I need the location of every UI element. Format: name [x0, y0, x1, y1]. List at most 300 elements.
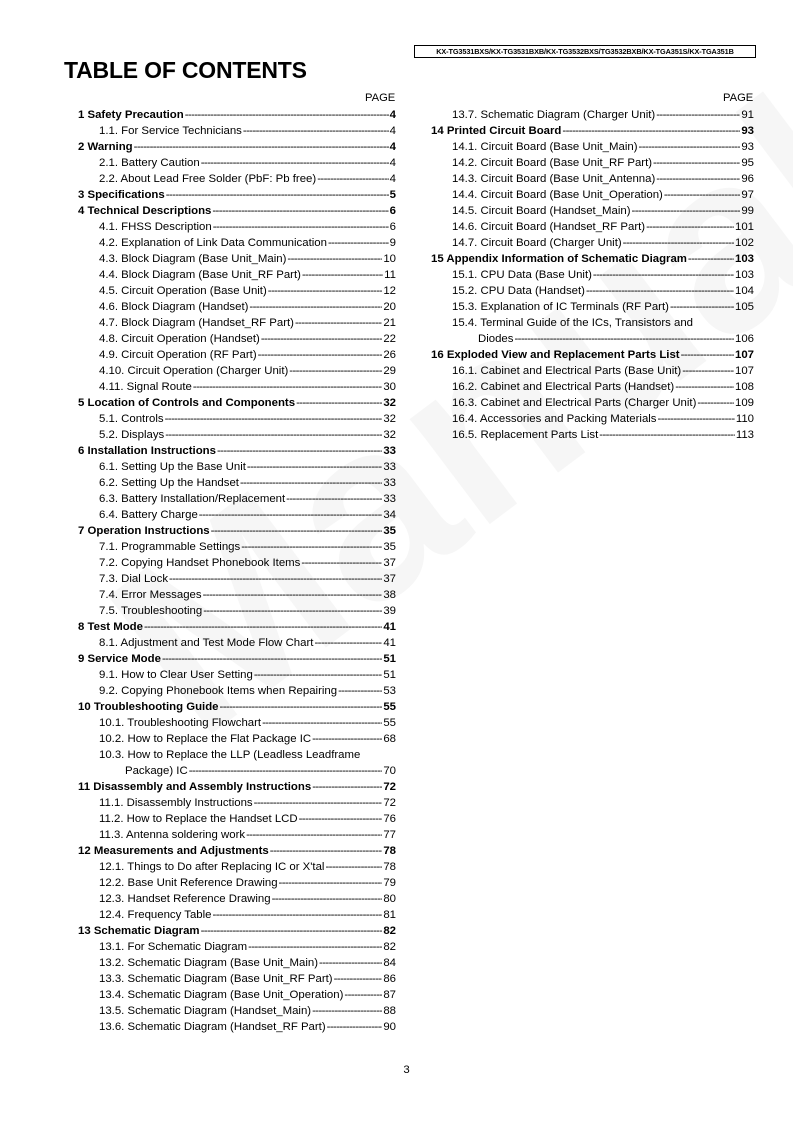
toc-entry[interactable]: [74, 171, 396, 187]
toc-entry[interactable]: [427, 299, 754, 315]
toc-entry-label: 6.2. Setting Up the Handset: [99, 477, 239, 489]
toc-entry-page: 95: [741, 157, 754, 169]
dot-leader: [247, 459, 382, 475]
toc-entry[interactable]: [74, 923, 396, 939]
toc-entry-page: 110: [735, 413, 754, 425]
toc-entry-page: 72: [383, 781, 396, 793]
toc-entry-label: 1 Safety Precaution: [78, 109, 184, 121]
dot-leader: [646, 219, 734, 235]
toc-entry-label: 5 Location of Controls and Components: [78, 397, 296, 409]
toc-entry-page: 4: [389, 141, 396, 153]
toc-entry-page: 4: [389, 109, 396, 121]
toc-entry-page: 103: [734, 269, 754, 281]
toc-entry-label: 7.4. Error Messages: [99, 589, 202, 601]
toc-entry-label: 6.3. Battery Installation/Replacement: [99, 493, 286, 505]
dot-leader: [193, 379, 382, 395]
toc-entry[interactable]: [74, 699, 396, 715]
dot-leader: [299, 811, 383, 827]
toc-entry-label: 14.1. Circuit Board (Base Unit_Main): [452, 141, 638, 153]
toc-entry-page: 82: [383, 941, 396, 953]
dot-leader: [656, 171, 740, 187]
dot-leader: [296, 395, 382, 411]
dot-leader: [246, 827, 382, 843]
dot-leader: [217, 443, 382, 459]
toc-entry[interactable]: [74, 283, 396, 299]
toc-entry-label: 11.3. Antenna soldering work: [99, 829, 246, 841]
toc-entry-page: 55: [383, 701, 396, 713]
toc-entry[interactable]: [427, 187, 754, 203]
toc-entry-page: 53: [383, 685, 396, 697]
dot-leader: [688, 251, 734, 267]
toc-entry-label: 4.11. Signal Route: [99, 381, 192, 393]
dot-leader: [514, 331, 734, 347]
toc-entry-page: 6: [389, 205, 396, 217]
toc-entry-page: 97: [741, 189, 754, 201]
dot-leader: [675, 379, 734, 395]
toc-entry-label: 14.6. Circuit Board (Handset_RF Part): [452, 221, 646, 233]
toc-entry-page: 88: [383, 1005, 396, 1017]
toc-entry-label: 4.3. Block Diagram (Base Unit_Main): [99, 253, 287, 265]
toc-entry-label: 2 Warning: [78, 141, 133, 153]
toc-entry[interactable]: [74, 939, 396, 955]
toc-entry[interactable]: [427, 283, 754, 299]
toc-entry-label: 3 Specifications: [78, 189, 165, 201]
toc-entry-label: 11 Disassembly and Assembly Instructions: [78, 781, 312, 793]
toc-entry-label-continued: Diodes: [478, 333, 514, 345]
toc-entry[interactable]: [74, 731, 396, 747]
dot-leader: [562, 123, 740, 139]
toc-entry[interactable]: [74, 443, 396, 459]
toc-entry[interactable]: [427, 251, 754, 267]
toc-entry[interactable]: [427, 235, 754, 251]
toc-entry[interactable]: [74, 619, 396, 635]
toc-entry-label: 9 Service Mode: [78, 653, 161, 665]
toc-entry-label: 9.1. How to Clear User Setting: [99, 669, 253, 681]
toc-entry-page: 5: [389, 189, 396, 201]
toc-entry-label: 14.5. Circuit Board (Handset_Main): [452, 205, 631, 217]
toc-entry[interactable]: [74, 315, 396, 331]
toc-entry[interactable]: [74, 331, 396, 347]
dot-leader: [169, 571, 382, 587]
toc-entry-label: 14.3. Circuit Board (Base Unit_Antenna): [452, 173, 656, 185]
dot-leader: [658, 411, 735, 427]
toc-entry-page: 34: [383, 509, 396, 521]
toc-entry[interactable]: [74, 859, 396, 875]
toc-entry-page: 90: [383, 1021, 396, 1033]
toc-entry-label: 13.7. Schematic Diagram (Charger Unit): [452, 109, 656, 121]
toc-entry[interactable]: [74, 459, 396, 475]
dot-leader: [319, 955, 382, 971]
dot-leader: [270, 843, 383, 859]
toc-entry-label: 16.4. Accessories and Packing Materials: [452, 413, 657, 425]
toc-entry-page: 87: [383, 989, 396, 1001]
toc-entry-label: 4 Technical Descriptions: [78, 205, 212, 217]
toc-entry-page: 6: [389, 221, 396, 233]
toc-entry-label: 13.5. Schematic Diagram (Handset_Main): [99, 1005, 312, 1017]
toc-entry[interactable]: [74, 827, 396, 843]
toc-entry-page: 41: [383, 637, 396, 649]
toc-entry-page: 72: [383, 797, 396, 809]
dot-leader: [203, 603, 382, 619]
toc-entry[interactable]: [427, 107, 754, 123]
toc-entry-page: 77: [383, 829, 396, 841]
toc-entry[interactable]: [74, 779, 396, 795]
toc-entry-label: 5.1. Controls: [99, 413, 164, 425]
toc-entry-label: 4.2. Explanation of Link Data Communication: [99, 237, 327, 249]
dot-leader: [312, 779, 382, 795]
toc-entry[interactable]: [74, 523, 396, 539]
toc-entry-label: 14 Printed Circuit Board: [431, 125, 562, 137]
toc-entry[interactable]: [74, 555, 396, 571]
toc-entry-page: 103: [734, 253, 754, 265]
dot-leader: [249, 299, 382, 315]
toc-entry[interactable]: [74, 891, 396, 907]
dot-leader: [632, 203, 741, 219]
toc-entry-label: 13.1. For Schematic Diagram: [99, 941, 248, 953]
toc-entry-page: 32: [383, 397, 396, 409]
toc-entry[interactable]: [74, 411, 396, 427]
toc-entry[interactable]: [74, 155, 396, 171]
dot-leader: [166, 187, 389, 203]
toc-entry-page: 68: [383, 733, 396, 745]
toc-entry-label: 11.1. Disassembly Instructions: [99, 797, 253, 809]
dot-leader: [165, 427, 382, 443]
toc-entry-label: 15.2. CPU Data (Handset): [452, 285, 585, 297]
toc-entry-label: 12 Measurements and Adjustments: [78, 845, 269, 857]
toc-entry-label: 12.2. Base Unit Reference Drawing: [99, 877, 278, 889]
dot-leader: [268, 283, 383, 299]
toc-entry[interactable]: [427, 427, 754, 443]
model-number-header: KX-TG3531BXS/KX-TG3531BXB/KX-TG3532BXS/TG3532BXB/KX-TGA351S/KX-TGA351B: [414, 45, 756, 58]
toc-entry[interactable]: [427, 203, 754, 219]
page-title: TABLE OF CONTENTS: [64, 57, 307, 83]
dot-leader: [344, 987, 382, 1003]
page-number: 3: [403, 1064, 410, 1076]
dot-leader: [670, 299, 734, 315]
dot-leader: [682, 363, 734, 379]
toc-right-column: [427, 107, 754, 443]
dot-leader: [586, 283, 734, 299]
toc-entry-label: 4.6. Block Diagram (Handset): [99, 301, 249, 313]
toc-entry[interactable]: [74, 123, 396, 139]
toc-entry-label: 8 Test Mode: [78, 621, 143, 633]
toc-entry[interactable]: [74, 875, 396, 891]
toc-entry-label: 12.1. Things to Do after Replacing IC or X'tal: [99, 861, 325, 873]
toc-entry-page: 93: [741, 141, 754, 153]
dot-leader: [301, 555, 382, 571]
toc-entry-page: 70: [383, 765, 396, 777]
toc-entry-page: 39: [383, 605, 396, 617]
toc-entry[interactable]: [74, 571, 396, 587]
toc-entry[interactable]: [427, 123, 754, 139]
toc-entry-label: 16.1. Cabinet and Electrical Parts (Base Unit): [452, 365, 682, 377]
toc-entry-page: 104: [734, 285, 754, 297]
toc-entry-label: 4.8. Circuit Operation (Handset): [99, 333, 260, 345]
toc-entry-label: 2.1. Battery Caution: [99, 157, 200, 169]
toc-entry-page: 113: [735, 429, 754, 441]
toc-entry[interactable]: [74, 587, 396, 603]
toc-entry-page: 33: [383, 445, 396, 457]
dot-leader: [243, 123, 389, 139]
toc-entry-label: 15.1. CPU Data (Base Unit): [452, 269, 592, 281]
toc-entry[interactable]: [74, 747, 396, 779]
toc-entry[interactable]: [427, 139, 754, 155]
toc-entry-page: 12: [383, 285, 396, 297]
dot-leader: [279, 875, 383, 891]
dot-leader: [302, 267, 383, 283]
toc-entry[interactable]: [74, 683, 396, 699]
toc-entry[interactable]: [74, 187, 396, 203]
toc-entry-page: 20: [383, 301, 396, 313]
toc-entry[interactable]: [74, 843, 396, 859]
toc-entry[interactable]: [74, 715, 396, 731]
toc-entry[interactable]: [74, 635, 396, 651]
toc-entry[interactable]: [74, 651, 396, 667]
dot-leader: [261, 331, 383, 347]
toc-entry[interactable]: [74, 971, 396, 987]
dot-leader: [653, 155, 740, 171]
toc-entry-page: 84: [383, 957, 396, 969]
toc-entry-label: 8.1. Adjustment and Test Mode Flow Chart: [99, 637, 314, 649]
dot-leader: [254, 667, 382, 683]
toc-entry-label: 12.3. Handset Reference Drawing: [99, 893, 271, 905]
toc-entry[interactable]: [74, 203, 396, 219]
toc-entry-label: 4.9. Circuit Operation (RF Part): [99, 349, 257, 361]
toc-entry-page: 93: [741, 125, 754, 137]
dot-leader: [262, 715, 382, 731]
toc-entry-page: 105: [734, 301, 754, 313]
toc-entry-page: 37: [383, 557, 396, 569]
toc-entry[interactable]: [427, 315, 754, 347]
dot-leader: [272, 891, 383, 907]
toc-entry-page: 32: [383, 413, 396, 425]
toc-entry[interactable]: [74, 795, 396, 811]
toc-entry-page: 82: [383, 925, 396, 937]
toc-entry-page: 30: [383, 381, 396, 393]
toc-entry-page: 107: [734, 349, 754, 361]
toc-entry-label: 7.3. Dial Lock: [99, 573, 169, 585]
toc-entry[interactable]: [74, 347, 396, 363]
toc-entry-label: 5.2. Displays: [99, 429, 165, 441]
dot-leader: [220, 699, 383, 715]
page-column-label-left: PAGE: [365, 92, 396, 104]
toc-entry-label: 13.2. Schematic Diagram (Base Unit_Main): [99, 957, 319, 969]
toc-entry-page: 4: [389, 125, 396, 137]
toc-entry-page: 41: [383, 621, 396, 633]
dot-leader: [312, 1003, 382, 1019]
dot-leader: [213, 219, 389, 235]
toc-entry[interactable]: [427, 155, 754, 171]
toc-entry-page: 51: [383, 653, 396, 665]
toc-entry-page: 22: [383, 333, 396, 345]
toc-entry-label: 15.3. Explanation of IC Terminals (RF Part): [452, 301, 669, 313]
toc-entry-page: 35: [383, 541, 396, 553]
toc-entry-page: 86: [383, 973, 396, 985]
toc-entry-label: 13.4. Schematic Diagram (Base Unit_Operation): [99, 989, 344, 1001]
toc-entry[interactable]: [74, 475, 396, 491]
toc-entry-label: 10.1. Troubleshooting Flowchart: [99, 717, 262, 729]
dot-leader: [287, 251, 382, 267]
toc-entry-page: 99: [741, 205, 754, 217]
toc-entry[interactable]: [74, 811, 396, 827]
toc-entry[interactable]: [74, 907, 396, 923]
toc-entry-page: 78: [383, 861, 396, 873]
toc-entry[interactable]: [74, 507, 396, 523]
toc-entry[interactable]: [74, 987, 396, 1003]
dot-leader: [593, 267, 734, 283]
dot-leader: [212, 203, 388, 219]
toc-entry[interactable]: [74, 107, 396, 123]
toc-entry-page: 29: [383, 365, 396, 377]
toc-entry-page: 81: [383, 909, 396, 921]
toc-entry-page: 4: [389, 157, 396, 169]
toc-entry[interactable]: [74, 379, 396, 395]
dot-leader: [185, 107, 389, 123]
toc-entry[interactable]: [427, 171, 754, 187]
toc-entry[interactable]: [74, 267, 396, 283]
toc-entry-label: 10 Troubleshooting Guide: [78, 701, 219, 713]
toc-entry-page: 108: [734, 381, 754, 393]
toc-entry-label: 1.1. For Service Technicians: [99, 125, 242, 137]
toc-entry[interactable]: [74, 219, 396, 235]
toc-entry-page: 78: [383, 845, 396, 857]
dot-leader: [599, 427, 735, 443]
toc-entry-page: 102: [734, 237, 754, 249]
toc-entry[interactable]: [74, 491, 396, 507]
dot-leader: [327, 1019, 383, 1035]
dot-leader: [286, 491, 382, 507]
toc-entry-label: 6.4. Battery Charge: [99, 509, 198, 521]
toc-entry-page: 33: [383, 493, 396, 505]
toc-left-column: [74, 107, 396, 1035]
toc-entry[interactable]: [427, 267, 754, 283]
toc-entry-label: 13.6. Schematic Diagram (Handset_RF Part): [99, 1021, 326, 1033]
toc-entry[interactable]: [74, 955, 396, 971]
toc-entry-page: 11: [384, 269, 396, 281]
toc-entry-label: 7.5. Troubleshooting: [99, 605, 203, 617]
toc-entry[interactable]: [427, 347, 754, 363]
toc-entry[interactable]: [74, 667, 396, 683]
toc-entry-label: 12.4. Frequency Table: [99, 909, 212, 921]
toc-entry-label: 4.5. Circuit Operation (Base Unit): [99, 285, 267, 297]
toc-entry[interactable]: [74, 427, 396, 443]
toc-entry[interactable]: [74, 251, 396, 267]
toc-entry-page: 91: [741, 109, 754, 121]
dot-leader: [258, 347, 383, 363]
toc-entry[interactable]: [74, 139, 396, 155]
toc-entry-page: 33: [383, 477, 396, 489]
dot-leader: [134, 139, 389, 155]
toc-entry-label: 14.2. Circuit Board (Base Unit_RF Part): [452, 157, 653, 169]
toc-entry-page: 80: [383, 893, 396, 905]
toc-entry-page: 101: [734, 221, 754, 233]
dot-leader: [144, 619, 382, 635]
toc-entry-page: 109: [734, 397, 754, 409]
toc-entry-page: 21: [383, 317, 396, 329]
toc-entry-page: 106: [734, 333, 754, 345]
toc-entry-label: 10.2. How to Replace the Flat Package IC: [99, 733, 312, 745]
dot-leader: [248, 939, 382, 955]
toc-entry-label-continued: Package) IC: [125, 765, 188, 777]
dot-leader: [623, 235, 734, 251]
toc-entry[interactable]: [74, 363, 396, 379]
toc-entry-label: 15.4. Terminal Guide of the ICs, Transistors and: [452, 317, 694, 329]
dot-leader: [656, 107, 740, 123]
dot-leader: [201, 923, 383, 939]
dot-leader: [325, 859, 382, 875]
toc-entry-label: 14.7. Circuit Board (Charger Unit): [452, 237, 622, 249]
toc-entry-label: 4.1. FHSS Description: [99, 221, 212, 233]
dot-leader: [165, 411, 383, 427]
toc-entry-label: 10.3. How to Replace the LLP (Leadless Leadframe: [99, 749, 361, 761]
toc-entry-label: 7 Operation Instructions: [78, 525, 210, 537]
dot-leader: [201, 155, 389, 171]
toc-entry-page: 51: [383, 669, 396, 681]
toc-entry-label: 16.5. Replacement Parts List: [452, 429, 599, 441]
toc-entry[interactable]: [427, 363, 754, 379]
toc-entry-label: 6.1. Setting Up the Base Unit: [99, 461, 246, 473]
toc-entry-label: 11.2. How to Replace the Handset LCD: [99, 813, 298, 825]
toc-entry[interactable]: [427, 411, 754, 427]
toc-entry[interactable]: [74, 395, 396, 411]
toc-entry-label: 15 Appendix Information of Schematic Diagram: [431, 253, 687, 265]
toc-entry[interactable]: [427, 219, 754, 235]
toc-entry[interactable]: [74, 539, 396, 555]
toc-entry[interactable]: [74, 603, 396, 619]
toc-entry-page: 32: [383, 429, 396, 441]
toc-entry-page: 4: [389, 173, 396, 185]
toc-entry[interactable]: [74, 1003, 396, 1019]
dot-leader: [241, 539, 382, 555]
toc-entry-label: 7.2. Copying Handset Phonebook Items: [99, 557, 301, 569]
toc-entry-page: 107: [734, 365, 754, 377]
toc-entry-page: 76: [383, 813, 396, 825]
dot-leader: [664, 187, 741, 203]
toc-entry-label: 16.2. Cabinet and Electrical Parts (Handset): [452, 381, 675, 393]
dot-leader: [199, 507, 383, 523]
toc-entry-label: 4.7. Block Diagram (Handset_RF Part): [99, 317, 294, 329]
toc-entry-page: 55: [383, 717, 396, 729]
dot-leader: [189, 763, 383, 779]
toc-entry[interactable]: [427, 379, 754, 395]
toc-entry[interactable]: [74, 1019, 396, 1035]
dot-leader: [295, 315, 382, 331]
toc-entry-page: 37: [383, 573, 396, 585]
toc-entry-page: 33: [383, 461, 396, 473]
toc-entry-page: 38: [383, 589, 396, 601]
dot-leader: [203, 587, 383, 603]
toc-entry-label: 7.1. Programmable Settings: [99, 541, 241, 553]
toc-entry-label: 9.2. Copying Phonebook Items when Repairing: [99, 685, 338, 697]
dot-leader: [317, 171, 388, 187]
dot-leader: [314, 635, 382, 651]
toc-entry-label: 13.3. Schematic Diagram (Base Unit_RF Part): [99, 973, 333, 985]
dot-leader: [213, 907, 383, 923]
toc-entry[interactable]: [74, 299, 396, 315]
toc-entry-page: 96: [741, 173, 754, 185]
dot-leader: [334, 971, 383, 987]
toc-entry[interactable]: [427, 395, 754, 411]
dot-leader: [211, 523, 383, 539]
dot-leader: [697, 395, 734, 411]
toc-entry[interactable]: [74, 235, 396, 251]
toc-entry-page: 10: [383, 253, 396, 265]
toc-entry-label: 4.4. Block Diagram (Base Unit_RF Part): [99, 269, 301, 281]
dot-leader: [254, 795, 383, 811]
dot-leader: [328, 235, 389, 251]
toc-entry-page: 35: [383, 525, 396, 537]
toc-entry-label: 16.3. Cabinet and Electrical Parts (Charger Unit): [452, 397, 697, 409]
